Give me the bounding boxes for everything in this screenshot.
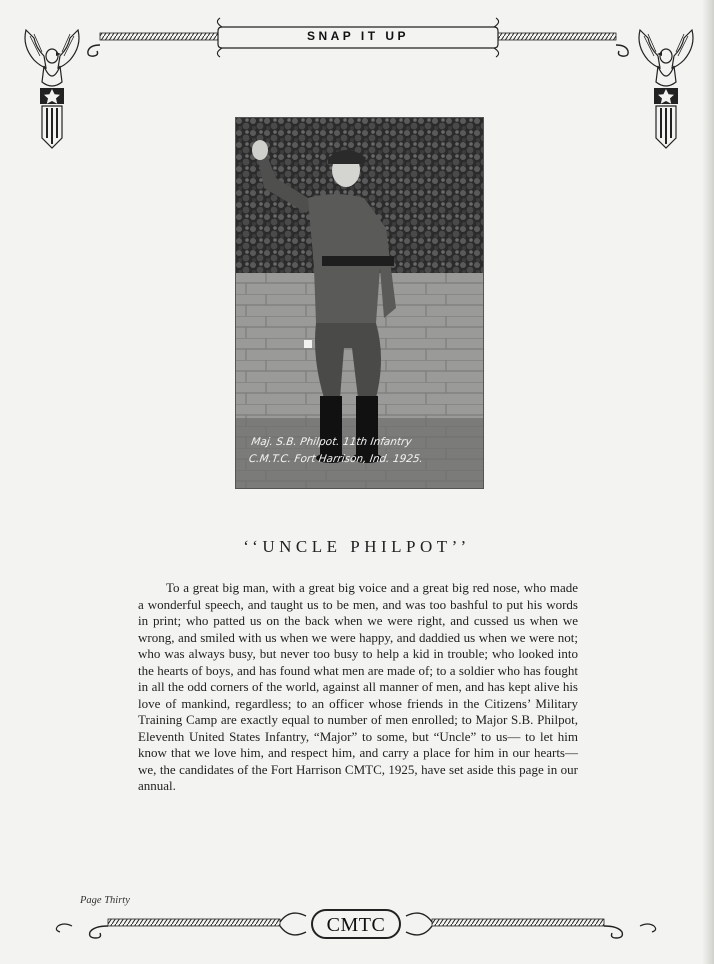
photo-caption bbox=[248, 434, 483, 468]
eagle-emblem-left-icon bbox=[20, 26, 84, 150]
caption-line-1: Maj. S.B. Philpot. 11th Infantry bbox=[250, 436, 413, 448]
caption-line-2: C.M.T.C. Fort Harrison, Ind. 1925. bbox=[248, 453, 424, 465]
header-title: SNAP IT UP bbox=[306, 29, 410, 43]
article-title: ‘‘UNCLE PHILPOT’’ bbox=[243, 537, 471, 556]
page-number: Page Thirty bbox=[80, 895, 130, 906]
cmtc-logo: CMTC bbox=[326, 914, 386, 936]
article-body-text: To a great big man, with a great big voice and a great big red nose, who made a wonderful speech, and taught us to be men, and was too bashful to put his words in print; who patted us on the back when we were right, and cussed us when we wrong, and smiled with us when we were happy, and daddied us when we were not; who was always busy, but never too busy to help a kid in trouble; who looked into the hearts of boys, and has found what men are made of; to a soldier who has fought in all the odd corners of the world, against all manner of men, and has kept alive his love of mankind, regardless; to an officer whose friends in the Citizens’ Military Training Camp are exactly equal to number of men enrolled; to Major S.B. Philpot, Eleventh United States Infantry, “Major” to some, but “Uncle” to us— to let him know that we love him, and respect him, and carry a place for him in our hearts— we, the candidates of the Fort Harrison CMTC, 1925, have set aside this page in our annual. bbox=[138, 580, 578, 793]
page-edge-shadow bbox=[702, 0, 714, 964]
soldier-photo-image bbox=[236, 118, 483, 488]
eagle-emblem-right-icon bbox=[634, 26, 698, 150]
article-body bbox=[138, 580, 578, 795]
portrait-photo bbox=[235, 117, 484, 489]
